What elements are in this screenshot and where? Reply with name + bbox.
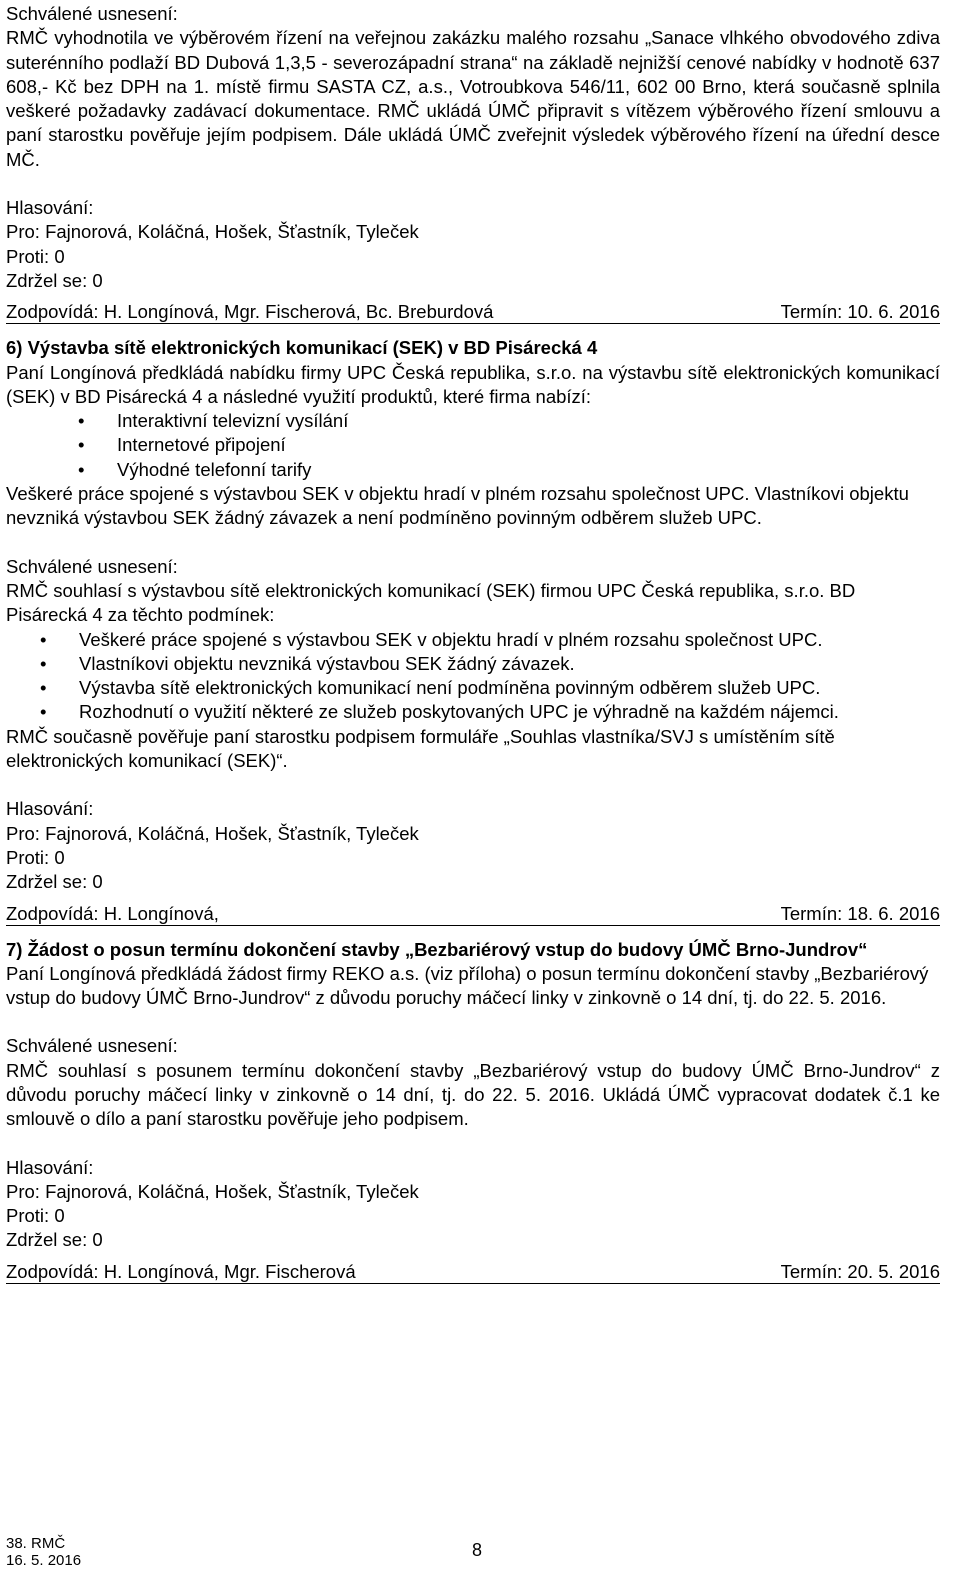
footer-meeting-info <box>6 1535 81 1569</box>
responsibility-line <box>6 301 940 324</box>
voting-heading: Hlasování: <box>6 1156 94 1178</box>
responsible-persons: Zodpovídá: H. Longínová, Mgr. Fischerová <box>6 1260 356 1282</box>
page-number: 8 <box>472 1540 483 1560</box>
responsible-persons: Zodpovídá: H. Longínová, Mgr. Fischerová, Bc. Breburdová <box>6 301 494 323</box>
resolution-heading: Schválené usnesení: <box>6 555 178 577</box>
list-item: • Internetové připojení <box>6 433 940 457</box>
list-item: • Rozhodnutí o využití některé ze služeb poskytovaných UPC je výhradně na každém nájemci. <box>6 700 940 724</box>
section-intro: Paní Longínová předkládá žádost firmy REKO a.s. (viz příloha) o posun termínu dokončení stavby „Bezbariérový vstup do budovy ÚMČ Brno-Jundrov“ z důvodu poruchy máčecí linky v zinkovně o 14 dní, tj. do 22. 5. 2016. <box>6 962 929 1009</box>
document-page <box>6 2 940 1284</box>
resolution-outro: RMČ současně pověřuje paní starostku podpisem formuláře „Souhlas vlastníka/SVJ s umístěním sítě elektronických komunikací (SEK)“. <box>6 725 835 772</box>
responsible-persons: Zodpovídá: H. Longínová, <box>6 902 219 924</box>
list-item: • Výstavba sítě elektronických komunikací není podmíněna povinným odběrem služeb UPC. <box>6 676 940 700</box>
deadline: Termín: 10. 6. 2016 <box>780 301 940 323</box>
section-text: Veškeré práce spojené s výstavbou SEK v objektu hradí v plném rozsahu společnost UPC. Vlastníkovi objektu nevzniká výstavbou SEK žádný závazek a není podmíněno povinným odběrem služeb UPC. <box>6 483 909 529</box>
list-item: • Veškeré práce spojené s výstavbou SEK v objektu hradí v plném rozsahu společnost UPC. <box>6 628 940 652</box>
conditions-list <box>6 628 940 725</box>
footer-meeting: 38. RMČ <box>6 1535 66 1552</box>
resolution-heading: Schválené usnesení: <box>6 1035 178 1057</box>
vote-for: Pro: Fajnorová, Koláčná, Hošek, Šťastník, Tyleček <box>6 1180 419 1202</box>
vote-against: Proti: 0 <box>6 846 65 868</box>
list-item: • Interaktivní televizní vysílání <box>6 409 940 433</box>
vote-against: Proti: 0 <box>6 1205 65 1227</box>
vote-abstain: Zdržel se: 0 <box>6 1229 103 1251</box>
vote-abstain: Zdržel se: 0 <box>6 269 103 291</box>
resolution-text: RMČ vyhodnotila ve výběrovém řízení na veřejnou zakázku malého rozsahu „Sanace vlhkého obvodového zdiva suterénního podlaží BD Dubová 1,3,5 - severozápadní strana“ na základě nejnižší cenové nabídky v hodnotě 637 608,- Kč bez DPH na 1. místě firmu SASTA CZ, a.s., Votroubkova 546/11, 602 00 Brno, která současně splnila veškeré požadavky zadávací dokumentace. RMČ ukládá ÚMČ připravit s vítězem výběrového řízení smlouvu a paní starostku pověřuje jejím podpisem. Dále ukládá ÚMČ zveřejnit výsledek výběrového řízení na úřední desce MČ. <box>6 27 940 170</box>
footer-date: 16. 5. 2016 <box>6 1552 82 1569</box>
deadline: Termín: 20. 5. 2016 <box>780 1260 940 1282</box>
list-item: • Výhodné telefonní tarify <box>6 458 940 482</box>
offer-list <box>6 409 940 482</box>
vote-against: Proti: 0 <box>6 245 65 267</box>
section-intro: Paní Longínová předkládá nabídku firmy UPC Česká republika, s.r.o. na výstavbu sítě elektronických komunikací (SEK) v BD Pisárecká 4 a následné využití produktů, které firma nabízí: <box>6 361 940 407</box>
resolution-heading: Schválené usnesení: <box>6 3 178 24</box>
deadline: Termín: 18. 6. 2016 <box>780 902 940 924</box>
section-title: 6) Výstavba sítě elektronických komunikací (SEK) v BD Pisárecká 4 <box>6 337 598 359</box>
resolution-text: RMČ souhlasí s posunem termínu dokončení stavby „Bezbariérový vstup do budovy ÚMČ Brno-Jundrov“ z důvodu poruchy máčecí linky v zinkovně o 14 dní, tj. do 22. 5. 2016. Ukládá ÚMČ vypracovat dodatek č.1 ke smlouvě o dílo a paní starostku pověřuje jeho podpisem. <box>6 1059 940 1130</box>
resolution-intro: RMČ souhlasí s výstavbou sítě elektronických komunikací (SEK) firmou UPC Česká republika, s.r.o. BD Pisárecká 4 za těchto podmínek: <box>6 579 856 626</box>
responsibility-line <box>6 903 940 926</box>
voting-heading: Hlasování: <box>6 197 94 219</box>
vote-for: Pro: Fajnorová, Koláčná, Hošek, Šťastník, Tyleček <box>6 822 419 844</box>
section-title: 7) Žádost o posun termínu dokončení stavby „Bezbariérový vstup do budovy ÚMČ Brno-Jundrov“ <box>6 938 868 960</box>
voting-heading: Hlasování: <box>6 798 94 820</box>
vote-for: Pro: Fajnorová, Koláčná, Hošek, Šťastník, Tyleček <box>6 221 419 243</box>
responsibility-line <box>6 1261 940 1284</box>
vote-abstain: Zdržel se: 0 <box>6 871 103 893</box>
list-item: • Vlastníkovi objektu nevzniká výstavbou SEK žádný závazek. <box>6 652 940 676</box>
